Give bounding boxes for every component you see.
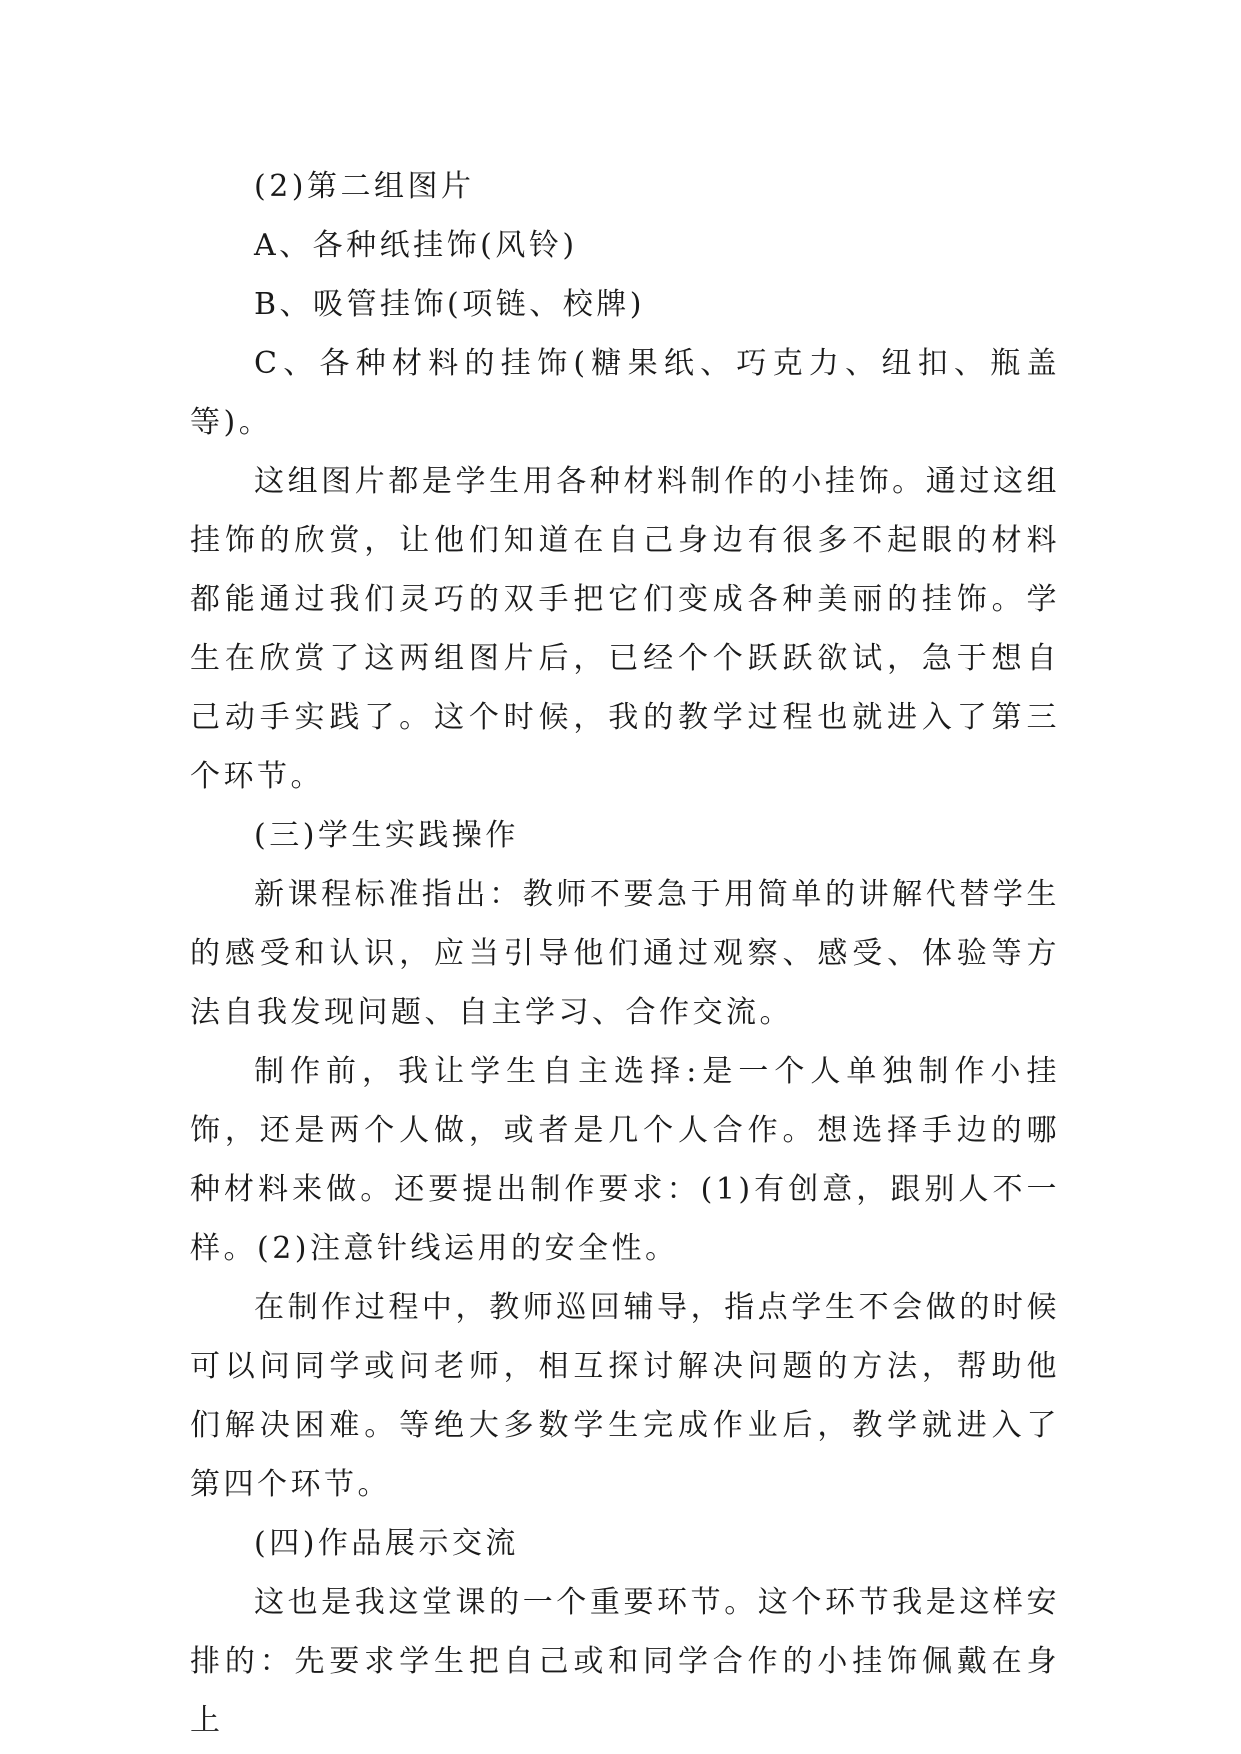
paragraph-during-making: 在制作过程中，教师巡回辅导，指点学生不会做的时候可以问同学或问老师，相互探讨解决问题的方法，帮助他们解决困难。等绝大多数学生完成作业后，教学就进入了第四个环节。 <box>190 1290 1060 1502</box>
section-heading-showcase: (四)作品展示交流 <box>254 1526 519 1561</box>
paragraph-before-making: 制作前，我让学生自主选择:是一个人单独制作小挂饰，还是两个人做，或者是几个人合作。想选择手边的哪种材料来做。还要提出制作要求：(1)有创意，跟别人不一样。(2)注意针线运用的安全性。 <box>190 1054 1060 1266</box>
list-item-c: C、各种材料的挂饰(糖果纸、巧克力、纽扣、瓶盖等)。 <box>190 346 1060 440</box>
subheading-group-two-images: (2)第二组图片 <box>254 169 475 204</box>
paragraph-image-appreciation: 这组图片都是学生用各种材料制作的小挂饰。通过这组挂饰的欣赏，让他们知道在自己身边有很多不起眼的材料都能通过我们灵巧的双手把它们变成各种美丽的挂饰。学生在欣赏了这两组图片后，已经个个跃跃欲试，急于想自己动手实践了。这个时候，我的教学过程也就进入了第三个环节。 <box>190 464 1060 794</box>
list-item-a: A、各种纸挂饰(风铃) <box>254 228 578 263</box>
paragraph-showcase: 这也是我这堂课的一个重要环节。这个环节我是这样安排的：先要求学生把自己或和同学合作的小挂饰佩戴在身上 <box>190 1585 1060 1738</box>
paragraph-curriculum-standard: 新课程标准指出：教师不要急于用简单的讲解代替学生的感受和认识，应当引导他们通过观察、感受、体验等方法自我发现问题、自主学习、合作交流。 <box>190 877 1060 1030</box>
document-body <box>190 157 1060 1750</box>
section-heading-practice: (三)学生实践操作 <box>254 818 519 853</box>
list-item-b: B、吸管挂饰(项链、校牌) <box>254 287 645 322</box>
